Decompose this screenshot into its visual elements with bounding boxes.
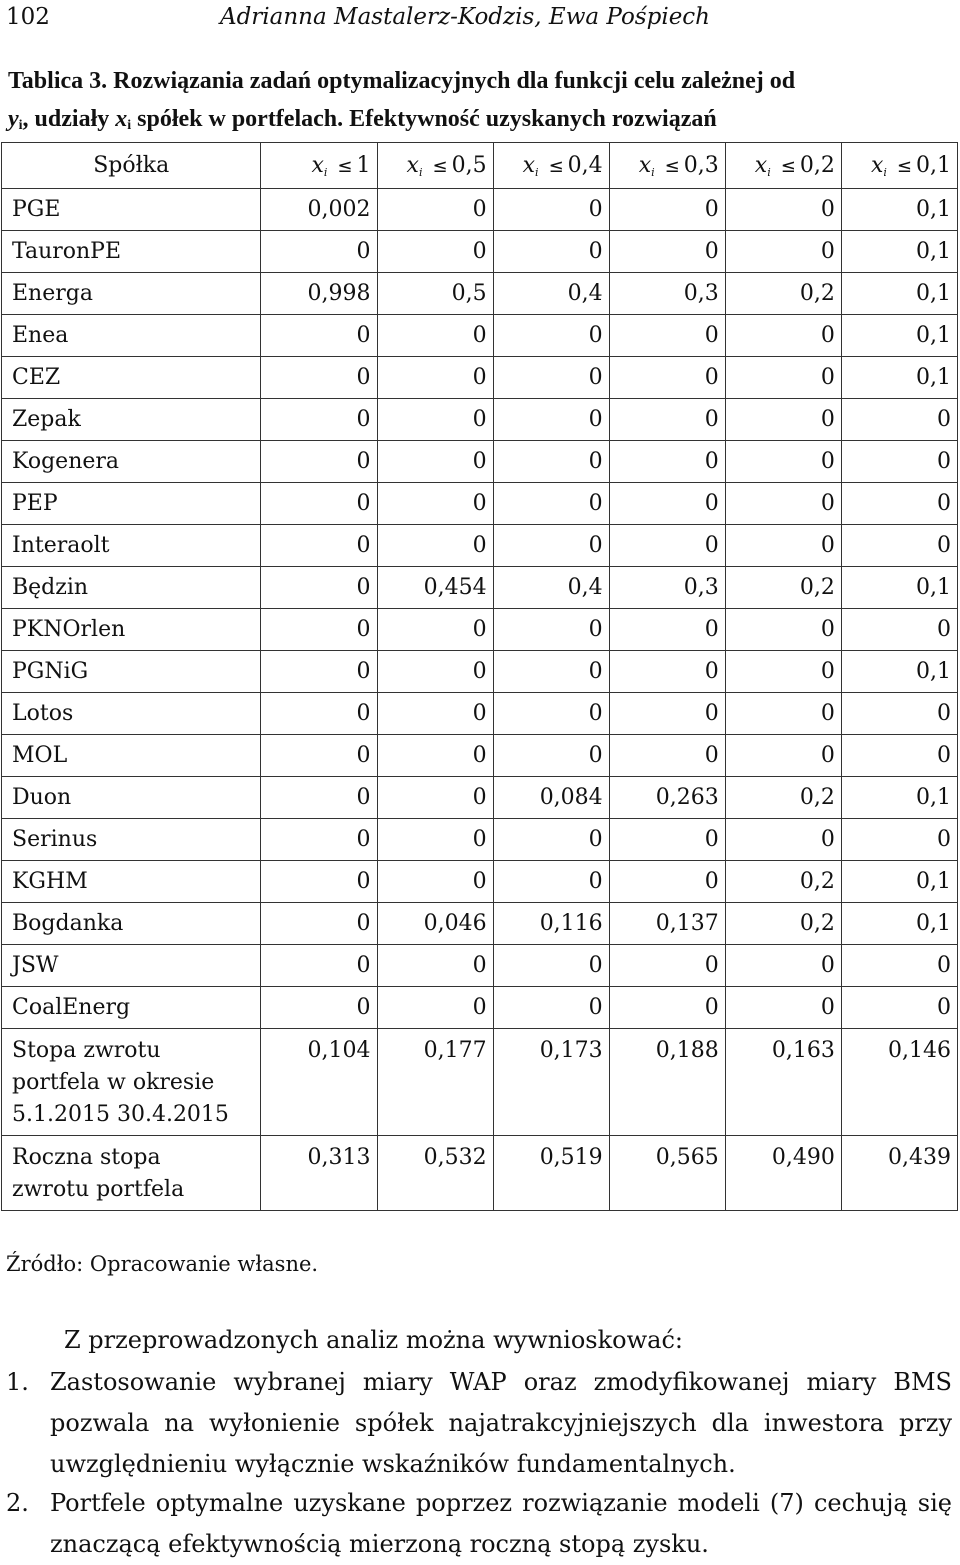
header-x-var: x [311, 152, 324, 178]
header-x-var: x [870, 152, 884, 178]
share-value: 0,2 [725, 567, 841, 609]
item-number: 1. [6, 1368, 29, 1396]
share-value: 0 [377, 987, 493, 1029]
share-value: 0,2 [725, 903, 841, 945]
table-row [2, 315, 958, 357]
header-authors: Adrianna Mastalerz-Kodzis, Ewa Pośpiech [219, 4, 710, 30]
table-row [2, 441, 958, 483]
share-value: 0 [841, 525, 957, 567]
le-symbol: ≤ [780, 155, 796, 177]
share-value: 0 [377, 861, 493, 903]
share-value: 0 [261, 609, 377, 651]
table-row [2, 525, 958, 567]
header-value: 0,2 [799, 152, 835, 178]
header-x-sub: i [883, 165, 887, 179]
header-constraint [609, 143, 725, 189]
share-value: 0 [261, 567, 377, 609]
le-symbol: ≤ [664, 155, 680, 177]
summary-value: 0,146 [841, 1029, 957, 1136]
share-value: 0 [609, 483, 725, 525]
share-value: 0 [261, 441, 377, 483]
share-value: 0 [377, 483, 493, 525]
table-row [2, 609, 958, 651]
header-value: 1 [356, 152, 371, 178]
conclusions-intro: Z przeprowadzonych analiz można wywnioskować: [64, 1326, 683, 1354]
caption-part2: , udziały [22, 106, 110, 132]
conclusion-item [6, 1483, 952, 1565]
share-value: 0 [493, 987, 609, 1029]
summary-value: 0,104 [261, 1029, 377, 1136]
table-row [2, 777, 958, 819]
share-value: 0,4 [493, 567, 609, 609]
header-x-var: x [638, 152, 652, 178]
share-value: 0 [377, 231, 493, 273]
share-value: 0 [493, 651, 609, 693]
share-value: 0 [725, 735, 841, 777]
header-constraint [377, 143, 493, 189]
header-constraint [261, 143, 377, 189]
share-value: 0 [261, 357, 377, 399]
share-value: 0 [377, 735, 493, 777]
share-value: 0 [493, 483, 609, 525]
share-value: 0,2 [725, 861, 841, 903]
header-constraint [725, 143, 841, 189]
summary-value: 0,177 [377, 1029, 493, 1136]
share-value: 0 [609, 231, 725, 273]
company-name: TauronPE [2, 231, 261, 273]
share-value: 0 [261, 903, 377, 945]
summary-label-line: 5.1.2015 30.4.2015 [12, 1102, 229, 1127]
share-value: 0 [493, 945, 609, 987]
share-value: 0 [841, 693, 957, 735]
share-value: 0,2 [725, 777, 841, 819]
table-header-row [2, 143, 958, 189]
share-value: 0 [725, 651, 841, 693]
share-value: 0 [725, 399, 841, 441]
share-value: 0 [841, 987, 957, 1029]
share-value: 0 [841, 441, 957, 483]
table-row [2, 651, 958, 693]
share-value: 0,2 [725, 273, 841, 315]
share-value: 0 [725, 315, 841, 357]
summary-row [2, 1136, 958, 1211]
share-value: 0,1 [841, 903, 957, 945]
share-value: 0 [609, 609, 725, 651]
table-row [2, 903, 958, 945]
caption-x-var: x [115, 106, 128, 132]
share-value: 0,116 [493, 903, 609, 945]
share-value: 0 [377, 189, 493, 231]
share-value: 0 [493, 861, 609, 903]
share-value: 0 [609, 987, 725, 1029]
share-value: 0,1 [841, 273, 957, 315]
table-row [2, 693, 958, 735]
share-value: 0 [841, 819, 957, 861]
caption-part1: Tablica 3. Rozwiązania zadań optymalizacyjnych dla funkcji celu zależnej od [8, 68, 796, 94]
header-x-sub: i [767, 165, 771, 179]
caption-y-var: y [8, 106, 19, 132]
share-value: 0 [261, 231, 377, 273]
share-value: 0 [609, 441, 725, 483]
share-value: 0 [841, 399, 957, 441]
caption-part3: spółek w portfelach. Efektywność uzyskanych rozwiązań [137, 106, 717, 132]
share-value: 0 [377, 651, 493, 693]
share-value: 0 [609, 357, 725, 399]
summary-value: 0,532 [377, 1136, 493, 1211]
share-value: 0 [609, 525, 725, 567]
share-value: 0 [493, 819, 609, 861]
share-value: 0 [493, 231, 609, 273]
summary-label [2, 1136, 261, 1211]
header-company: Spółka [2, 143, 261, 189]
share-value: 0 [377, 315, 493, 357]
table-row [2, 735, 958, 777]
header-x-var: x [522, 152, 536, 178]
share-value: 0 [841, 483, 957, 525]
summary-label [2, 1029, 261, 1136]
summary-value: 0,565 [609, 1136, 725, 1211]
share-value: 0 [725, 483, 841, 525]
share-value: 0,263 [609, 777, 725, 819]
share-value: 0,3 [609, 567, 725, 609]
share-value: 0,3 [609, 273, 725, 315]
summary-label-line: Stopa zwrotu [12, 1038, 161, 1063]
share-value: 0 [377, 777, 493, 819]
table-row [2, 357, 958, 399]
company-name: Energa [2, 273, 261, 315]
share-value: 0 [493, 735, 609, 777]
results-table [1, 142, 958, 1211]
company-name: Będzin [2, 567, 261, 609]
summary-value: 0,313 [261, 1136, 377, 1211]
share-value: 0 [725, 987, 841, 1029]
share-value: 0,046 [377, 903, 493, 945]
summary-value: 0,188 [609, 1029, 725, 1136]
summary-label-line: Roczna stopa [12, 1145, 161, 1170]
header-value: 0,1 [916, 152, 951, 178]
share-value: 0 [609, 693, 725, 735]
caption-x-sub: i [127, 118, 132, 133]
share-value: 0 [609, 945, 725, 987]
share-value: 0 [261, 945, 377, 987]
company-name: Lotos [2, 693, 261, 735]
summary-value: 0,163 [725, 1029, 841, 1136]
company-name: Duon [2, 777, 261, 819]
share-value: 0 [609, 735, 725, 777]
table-body [2, 189, 958, 1211]
company-name: PEP [2, 483, 261, 525]
table-row [2, 483, 958, 525]
le-symbol: ≤ [548, 155, 564, 177]
share-value: 0,1 [841, 357, 957, 399]
company-name: MOL [2, 735, 261, 777]
share-value: 0 [725, 231, 841, 273]
company-name: Zepak [2, 399, 261, 441]
share-value: 0 [261, 315, 377, 357]
share-value: 0 [261, 399, 377, 441]
summary-label-line: zwrotu portfela [12, 1177, 185, 1202]
le-symbol: ≤ [896, 155, 912, 177]
share-value: 0,1 [841, 777, 957, 819]
company-name: PKNOrlen [2, 609, 261, 651]
summary-value: 0,490 [725, 1136, 841, 1211]
share-value: 0 [725, 945, 841, 987]
share-value: 0 [377, 609, 493, 651]
table-row [2, 567, 958, 609]
share-value: 0 [261, 735, 377, 777]
company-name: CEZ [2, 357, 261, 399]
share-value: 0,137 [609, 903, 725, 945]
share-value: 0 [493, 525, 609, 567]
share-value: 0 [725, 609, 841, 651]
header-constraint [841, 143, 957, 189]
share-value: 0 [261, 819, 377, 861]
share-value: 0 [377, 399, 493, 441]
share-value: 0 [377, 945, 493, 987]
share-value: 0,1 [841, 861, 957, 903]
summary-value: 0,519 [493, 1136, 609, 1211]
summary-value: 0,173 [493, 1029, 609, 1136]
share-value: 0 [377, 819, 493, 861]
header-constraint [493, 143, 609, 189]
table-row [2, 819, 958, 861]
table-row [2, 273, 958, 315]
share-value: 0 [261, 525, 377, 567]
share-value: 0,454 [377, 567, 493, 609]
share-value: 0,1 [841, 189, 957, 231]
share-value: 0 [493, 357, 609, 399]
share-value: 0 [725, 819, 841, 861]
company-name: Serinus [2, 819, 261, 861]
share-value: 0 [261, 483, 377, 525]
share-value: 0 [725, 189, 841, 231]
caption-y-sub: i [18, 118, 23, 133]
company-name: Bogdanka [2, 903, 261, 945]
share-value: 0 [609, 399, 725, 441]
share-value: 0 [377, 525, 493, 567]
company-name: PGE [2, 189, 261, 231]
share-value: 0 [261, 987, 377, 1029]
share-value: 0 [261, 693, 377, 735]
share-value: 0 [261, 861, 377, 903]
header-x-var: x [406, 152, 419, 178]
summary-row [2, 1029, 958, 1136]
company-name: Enea [2, 315, 261, 357]
share-value: 0 [609, 819, 725, 861]
company-name: JSW [2, 945, 261, 987]
share-value: 0 [493, 189, 609, 231]
header-x-sub: i [535, 165, 539, 179]
share-value: 0 [493, 315, 609, 357]
header-value: 0,5 [451, 152, 487, 178]
table-row [2, 399, 958, 441]
table-row [2, 231, 958, 273]
item-number: 2. [6, 1489, 29, 1517]
item-text: Zastosowanie wybranej miary WAP oraz zmodyfikowanej miary BMS pozwala na wyłonienie spółek najatrakcyjniejszych dla inwestora przy uwzględnieniu wyłącznie wskaźników fundamentalnych. [50, 1368, 952, 1478]
source-note: Źródło: Opracowanie własne. [6, 1252, 319, 1276]
share-value: 0 [493, 693, 609, 735]
company-name: Interaolt [2, 525, 261, 567]
table-row [2, 945, 958, 987]
item-text: Portfele optymalne uzyskane poprzez rozwiązanie modeli (7) cechują się znaczącą efektywnością mierzoną roczną stopą zysku. [50, 1489, 952, 1558]
share-value: 0 [377, 357, 493, 399]
share-value: 0 [725, 441, 841, 483]
share-value: 0,1 [841, 315, 957, 357]
company-name: KGHM [2, 861, 261, 903]
company-name: CoalEnerg [2, 987, 261, 1029]
share-value: 0 [609, 861, 725, 903]
table-row [2, 987, 958, 1029]
le-symbol: ≤ [432, 155, 448, 177]
share-value: 0 [377, 441, 493, 483]
share-value: 0 [493, 441, 609, 483]
share-value: 0 [493, 609, 609, 651]
table-row [2, 189, 958, 231]
header-value: 0,3 [683, 152, 719, 178]
share-value: 0,4 [493, 273, 609, 315]
share-value: 0 [841, 945, 957, 987]
share-value: 0 [841, 609, 957, 651]
page-number: 102 [6, 4, 50, 30]
share-value: 0 [377, 693, 493, 735]
share-value: 0,5 [377, 273, 493, 315]
company-name: PGNiG [2, 651, 261, 693]
share-value: 0 [725, 357, 841, 399]
share-value: 0 [261, 651, 377, 693]
share-value: 0 [609, 315, 725, 357]
share-value: 0 [725, 525, 841, 567]
header-value: 0,4 [567, 152, 603, 178]
share-value: 0,002 [261, 189, 377, 231]
conclusion-item [6, 1362, 952, 1485]
share-value: 0,998 [261, 273, 377, 315]
share-value: 0,1 [841, 567, 957, 609]
header-x-sub: i [418, 165, 423, 179]
share-value: 0 [841, 735, 957, 777]
header-x-sub: i [323, 165, 328, 179]
share-value: 0 [725, 693, 841, 735]
table-row [2, 861, 958, 903]
share-value: 0 [609, 189, 725, 231]
header-x-sub: i [651, 165, 655, 179]
share-value: 0 [493, 399, 609, 441]
share-value: 0,084 [493, 777, 609, 819]
summary-label-line: portfela w okresie [12, 1070, 215, 1095]
summary-value: 0,439 [841, 1136, 957, 1211]
table-caption [8, 62, 952, 145]
company-name: Kogenera [2, 441, 261, 483]
share-value: 0,1 [841, 651, 957, 693]
share-value: 0 [609, 651, 725, 693]
running-header [6, 0, 954, 34]
header-x-var: x [754, 152, 768, 178]
le-symbol: ≤ [337, 155, 353, 177]
share-value: 0 [261, 777, 377, 819]
share-value: 0,1 [841, 231, 957, 273]
